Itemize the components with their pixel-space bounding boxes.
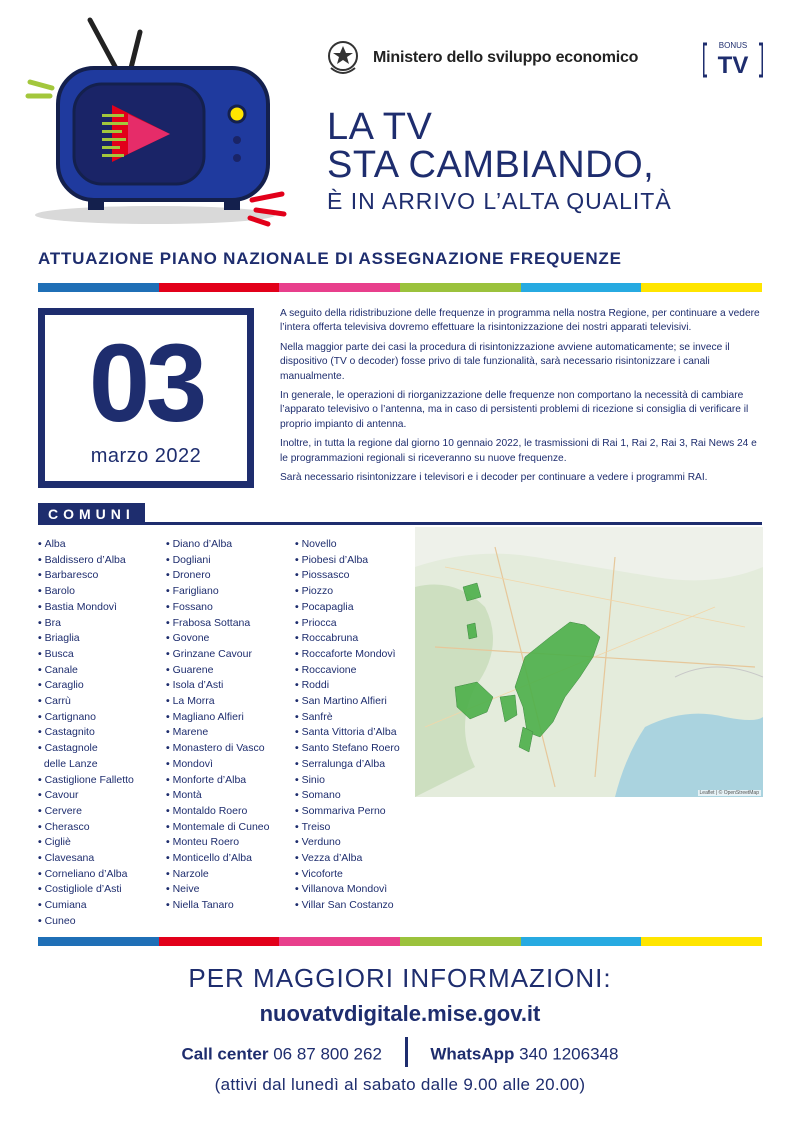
headline [327, 108, 672, 216]
bullet: • [295, 600, 302, 613]
comune-item [166, 553, 291, 569]
bullet: • [38, 600, 45, 613]
comune-name: Diano d’Alba [172, 538, 233, 550]
bullet: • [166, 538, 173, 550]
comune-name: Barolo [44, 585, 75, 598]
comune-name: Montaldo Roero [172, 804, 248, 817]
comune-name: Barbaresco [44, 569, 99, 582]
comune-name: Verduno [301, 836, 341, 849]
comune-item [166, 851, 291, 867]
comune-item [295, 600, 415, 616]
bullet: • [166, 773, 173, 786]
comune-name: Monteu Roero [172, 836, 240, 849]
comune-name: Govone [172, 632, 210, 645]
comune-item [295, 553, 415, 569]
bullet: • [38, 804, 45, 817]
website-link[interactable]: nuovatvdigitale.mise.gov.it [259, 1001, 541, 1026]
comune-name: Guarene [172, 663, 214, 676]
comune-name: Briaglia [44, 632, 80, 645]
comune-name: Neive [172, 883, 200, 896]
color-stripes-top [38, 283, 762, 292]
comune-name: Bra [44, 616, 61, 629]
comune-item [166, 867, 291, 883]
comuni-column-1 [38, 537, 163, 930]
comune-name: Narzole [172, 867, 209, 880]
bullet: • [38, 836, 45, 849]
comune-item [38, 647, 163, 663]
comune-name: Cartignano [44, 710, 96, 723]
stripe [521, 283, 642, 292]
comune-name: Cavour [44, 789, 79, 802]
comune-item [166, 788, 291, 804]
comuni-column-2 [166, 537, 291, 914]
comune-name: Roccaforte Mondovì [301, 647, 396, 660]
comune-name: Canale [44, 663, 78, 676]
comune-item [295, 788, 415, 804]
contacts-line [0, 1043, 800, 1067]
comune-name: Villar San Costanzo [301, 899, 394, 912]
comune-item [295, 631, 415, 647]
headline-line-3: È IN ARRIVO L’ALTA QUALITÀ [327, 188, 672, 214]
comune-item [295, 867, 415, 883]
bullet: • [38, 663, 45, 676]
stripe [159, 937, 280, 946]
comune-name: Cumiana [44, 899, 87, 912]
comune-name: Monforte d’Alba [172, 773, 247, 786]
info-text [280, 307, 764, 490]
comune-item [166, 710, 291, 726]
whatsapp-number[interactable]: 340 1206348 [519, 1044, 619, 1064]
comune-item [295, 694, 415, 710]
comune-name: Niella Tanaro [172, 899, 234, 912]
bullet: • [295, 867, 302, 880]
whatsapp-label: WhatsApp [430, 1044, 515, 1064]
comune-item [38, 851, 163, 867]
comune-name: Piobesi d’Alba [301, 553, 369, 566]
comune-item [295, 663, 415, 679]
stripe [641, 937, 762, 946]
comune-name: La Morra [172, 695, 215, 708]
bullet: • [166, 695, 173, 708]
info-paragraph-1: A seguito della ridistribuzione delle frequenze in programma nella nostra Regione, per continuare a vedere l’intera offerta televisiva dovremo effettuare la risintonizzazione dei nostri apparati televisivi. [280, 308, 760, 334]
comune-item [166, 898, 291, 914]
comune-name: Fossano [172, 600, 213, 613]
bullet: • [166, 899, 173, 912]
comune-item [38, 773, 163, 789]
bullet: • [166, 852, 173, 865]
bullet: • [295, 553, 302, 566]
comune-item [295, 647, 415, 663]
italian-republic-emblem-icon [325, 38, 361, 78]
more-info-heading: PER MAGGIORI INFORMAZIONI: [188, 963, 612, 993]
tv-illustration [20, 10, 300, 230]
bullet: • [38, 726, 45, 739]
bullet: • [38, 899, 45, 912]
stripe [521, 937, 642, 946]
comune-item [38, 867, 163, 883]
comune-name: Cervere [44, 804, 82, 817]
comune-item [38, 678, 163, 694]
comune-item [38, 710, 163, 726]
info-paragraph-4: Inoltre, in tutta la regione dal giorno 10 gennaio 2022, le trasmissioni di Rai 1, Rai 2, Rai 3, Rai News 24 e le programmazioni regionali si riceveranno su nuove frequenze. [280, 438, 757, 464]
stripe [38, 937, 159, 946]
comune-name: Cuneo [44, 914, 76, 927]
bonus-tv-logo [703, 40, 763, 78]
comune-item [166, 773, 291, 789]
comune-name: Cigliè [44, 836, 71, 849]
comune-name: Montà [172, 789, 202, 802]
comune-name: Magliano Alfieri [172, 710, 244, 723]
comune-item [166, 725, 291, 741]
color-stripes-bottom [38, 937, 762, 946]
comune-item [295, 616, 415, 632]
bullet: • [38, 553, 45, 566]
bullet: • [166, 726, 173, 739]
stripe [159, 283, 280, 292]
comune-item [38, 553, 163, 569]
comune-name: Montemale di Cuneo [172, 820, 270, 833]
bullet: • [295, 569, 302, 582]
comune-name: Costigliole d’Asti [44, 883, 122, 896]
bullet: • [166, 585, 173, 598]
bullet: • [166, 632, 173, 645]
comune-name: delle Lanze [43, 757, 98, 770]
bullet: • [38, 820, 45, 833]
comune-name: Corneliano d’Alba [44, 867, 128, 880]
callcenter-label: Call center [181, 1044, 269, 1064]
bullet: • [295, 852, 302, 865]
bullet: • [295, 899, 302, 912]
comune-name: Vicoforte [301, 867, 343, 880]
bullet: • [38, 773, 45, 786]
comune-item [295, 584, 415, 600]
comune-name: Roccabruna [301, 632, 359, 645]
bullet: • [38, 679, 45, 692]
map-credit: Leaflet | © OpenStreetMap [699, 790, 759, 796]
bullet: • [38, 789, 45, 802]
stripe [400, 937, 521, 946]
comune-name: Cherasco [44, 820, 90, 833]
comune-item [295, 835, 415, 851]
bullet: • [166, 789, 173, 802]
bullet: • [295, 726, 302, 739]
ministry-header [325, 38, 638, 78]
comune-name: Alba [44, 538, 66, 550]
comune-item [38, 898, 163, 914]
comune-item [295, 725, 415, 741]
bullet: • [166, 867, 173, 880]
comune-name: Baldissero d’Alba [44, 553, 126, 566]
bullet: • [295, 789, 302, 802]
bullet: • [166, 836, 173, 849]
bullet: • [38, 914, 45, 927]
comune-item [166, 616, 291, 632]
contacts-divider [405, 1037, 408, 1067]
comune-name: Piossasco [301, 569, 350, 582]
bullet: • [166, 679, 173, 692]
bullet: • [38, 538, 45, 550]
comune-name: Isola d’Asti [172, 679, 224, 692]
comune-name: Castiglione Falletto [44, 773, 134, 786]
subtitle: ATTUAZIONE PIANO NAZIONALE DI ASSEGNAZIONE FREQUENZE [38, 249, 622, 268]
comune-item [166, 568, 291, 584]
comune-item [166, 820, 291, 836]
bullet: • [295, 647, 302, 660]
comune-item [38, 741, 163, 757]
bullet: • [38, 585, 45, 598]
callcenter-number[interactable]: 06 87 800 262 [273, 1044, 382, 1064]
stripe [641, 283, 762, 292]
comune-item [166, 694, 291, 710]
comune-item [166, 804, 291, 820]
comune-item [166, 537, 291, 553]
comune-name: Monastero di Vasco [172, 742, 265, 755]
comune-name: Caraglio [44, 679, 84, 692]
comune-name: Treiso [301, 820, 331, 833]
comune-item [166, 741, 291, 757]
info-paragraph-3: In generale, le operazioni di riorganizzazione delle frequenze non comportano la necessità di cambiare l’apparato televisivo o l’antenna, ma in caso di persistenti problemi di ricezione si consiglia di verificare il proprio impianto di antenna. [280, 390, 749, 430]
comune-name: Villanova Mondovì [301, 883, 388, 896]
bullet: • [295, 695, 302, 708]
bullet: • [295, 538, 302, 550]
comune-name: Sanfrè [301, 710, 333, 723]
comune-item [295, 820, 415, 836]
comune-name: Farigliano [172, 585, 219, 598]
comune-item [166, 757, 291, 773]
comune-item [295, 851, 415, 867]
bullet: • [166, 883, 173, 896]
bullet: • [295, 679, 302, 692]
bullet: • [38, 742, 45, 755]
comune-name: Serralunga d’Alba [301, 757, 386, 770]
comune-item [166, 584, 291, 600]
comune-name: Bastia Mondovì [44, 600, 117, 613]
region-map[interactable] [415, 527, 763, 797]
bullet: • [38, 569, 45, 582]
bullet: • [295, 663, 302, 676]
info-paragraph-5: Sarà necessario risintonizzare i televisori e i decoder per continuare a vedere i programmi RAI. [280, 472, 708, 484]
bullet: • [38, 883, 45, 896]
comune-item [295, 773, 415, 789]
comune-item [295, 741, 415, 757]
bullet: • [295, 773, 302, 786]
bullet: • [166, 647, 173, 660]
bullet: • [295, 632, 302, 645]
headline-line-2: STA CAMBIANDO, [327, 144, 655, 186]
comune-name: Marene [172, 726, 209, 739]
bullet: • [166, 710, 173, 723]
comune-item [166, 647, 291, 663]
bullet: • [295, 883, 302, 896]
comune-item [166, 678, 291, 694]
comune-item [295, 898, 415, 914]
bonus-tv-text: TV [717, 52, 749, 78]
bullet: • [38, 710, 45, 723]
bullet: • [295, 804, 302, 817]
comune-item [295, 537, 415, 553]
bullet: • [295, 820, 302, 833]
hours-note: (attivi dal lunedì al sabato dalle 9.00 alle 20.00) [214, 1075, 586, 1094]
comune-item [38, 584, 163, 600]
bullet: • [295, 836, 302, 849]
comune-name: Monticello d’Alba [172, 852, 252, 865]
comune-name: Castagnito [44, 726, 95, 739]
comune-name: Sommariva Perno [301, 804, 386, 817]
comune-item [166, 882, 291, 898]
comune-item [38, 725, 163, 741]
comune-name: Busca [44, 647, 74, 660]
comune-name: Pocapaglia [301, 600, 354, 613]
comune-item [295, 882, 415, 898]
bullet: • [166, 742, 173, 755]
bullet: • [295, 616, 302, 629]
comune-name: Santo Stefano Roero [301, 742, 400, 755]
comune-name: Santa Vittoria d’Alba [301, 726, 397, 739]
comune-name: Dronero [172, 569, 211, 582]
comune-item [166, 600, 291, 616]
comune-name: Clavesana [44, 852, 95, 865]
map-graphic [415, 527, 763, 797]
comune-item [38, 568, 163, 584]
comune-item [38, 914, 163, 930]
comune-name: Frabosa Sottana [172, 616, 251, 629]
comune-item [38, 631, 163, 647]
comune-name: Vezza d’Alba [301, 852, 363, 865]
stripe [279, 283, 400, 292]
comune-item [38, 788, 163, 804]
comune-item [38, 600, 163, 616]
comune-name: Roccavione [301, 663, 357, 676]
bullet: • [38, 695, 45, 708]
comune-item [38, 537, 163, 553]
comune-name: Grinzane Cavour [172, 647, 252, 660]
stripe [279, 937, 400, 946]
comune-name: Dogliani [172, 553, 211, 566]
bullet: • [38, 647, 45, 660]
comuni-header [38, 503, 762, 525]
comune-name: Carrù [44, 695, 71, 708]
comune-item [38, 616, 163, 632]
comune-name: Sinio [301, 773, 325, 786]
bullet: • [295, 757, 302, 770]
bullet: • [295, 710, 302, 723]
comune-name: Priocca [301, 616, 337, 629]
comune-item [295, 757, 415, 773]
date-box [38, 308, 254, 488]
bullet: • [38, 616, 45, 629]
comune-name: Roddi [301, 679, 330, 692]
comune-item [38, 820, 163, 836]
comune-item [38, 835, 163, 851]
headline-line-1: LA TV [327, 106, 433, 148]
bullet: • [166, 663, 173, 676]
bullet: • [295, 742, 302, 755]
stripe [38, 283, 159, 292]
bullet: • [166, 616, 173, 629]
ministry-name: Ministero dello sviluppo economico [373, 49, 639, 66]
bullet: • [166, 600, 173, 613]
comune-name: Piozzo [301, 585, 334, 598]
comune-name: Novello [301, 538, 337, 550]
comune-item [38, 757, 163, 773]
comune-item [295, 678, 415, 694]
bonus-label: BONUS [718, 41, 748, 50]
bullet: • [166, 757, 173, 770]
comune-item [38, 882, 163, 898]
comune-name: Somano [301, 789, 341, 802]
comune-item [38, 694, 163, 710]
stripe [400, 283, 521, 292]
comune-item [166, 663, 291, 679]
comune-name: Mondovì [172, 757, 213, 770]
comune-name: San Martino Alfieri [301, 695, 387, 708]
bullet: • [166, 820, 173, 833]
comune-item [295, 568, 415, 584]
comune-item [38, 663, 163, 679]
comuni-column-3 [295, 537, 415, 914]
comune-item [166, 631, 291, 647]
bullet: • [38, 852, 45, 865]
info-paragraph-2: Nella maggior parte dei casi la procedura di risintonizzazione avviene automaticamente; se invece il dispositivo (TV o decoder) fosse privo di tale funzionalità, sarà necessario risintonizzare i canali manualmente. [280, 341, 730, 382]
bullet: • [38, 867, 45, 880]
comune-item [166, 835, 291, 851]
comune-name: Castagnole [44, 742, 98, 755]
comune-item [295, 710, 415, 726]
bullet: • [166, 553, 173, 566]
date-month-year: marzo 2022 [90, 445, 202, 467]
comuni-title: COMUNI [38, 503, 145, 525]
bullet: • [38, 632, 45, 645]
bullet: • [166, 569, 173, 582]
bullet: • [295, 585, 302, 598]
bullet: • [166, 804, 173, 817]
comune-item [295, 804, 415, 820]
date-day: 03 [88, 322, 204, 445]
comune-item [38, 804, 163, 820]
